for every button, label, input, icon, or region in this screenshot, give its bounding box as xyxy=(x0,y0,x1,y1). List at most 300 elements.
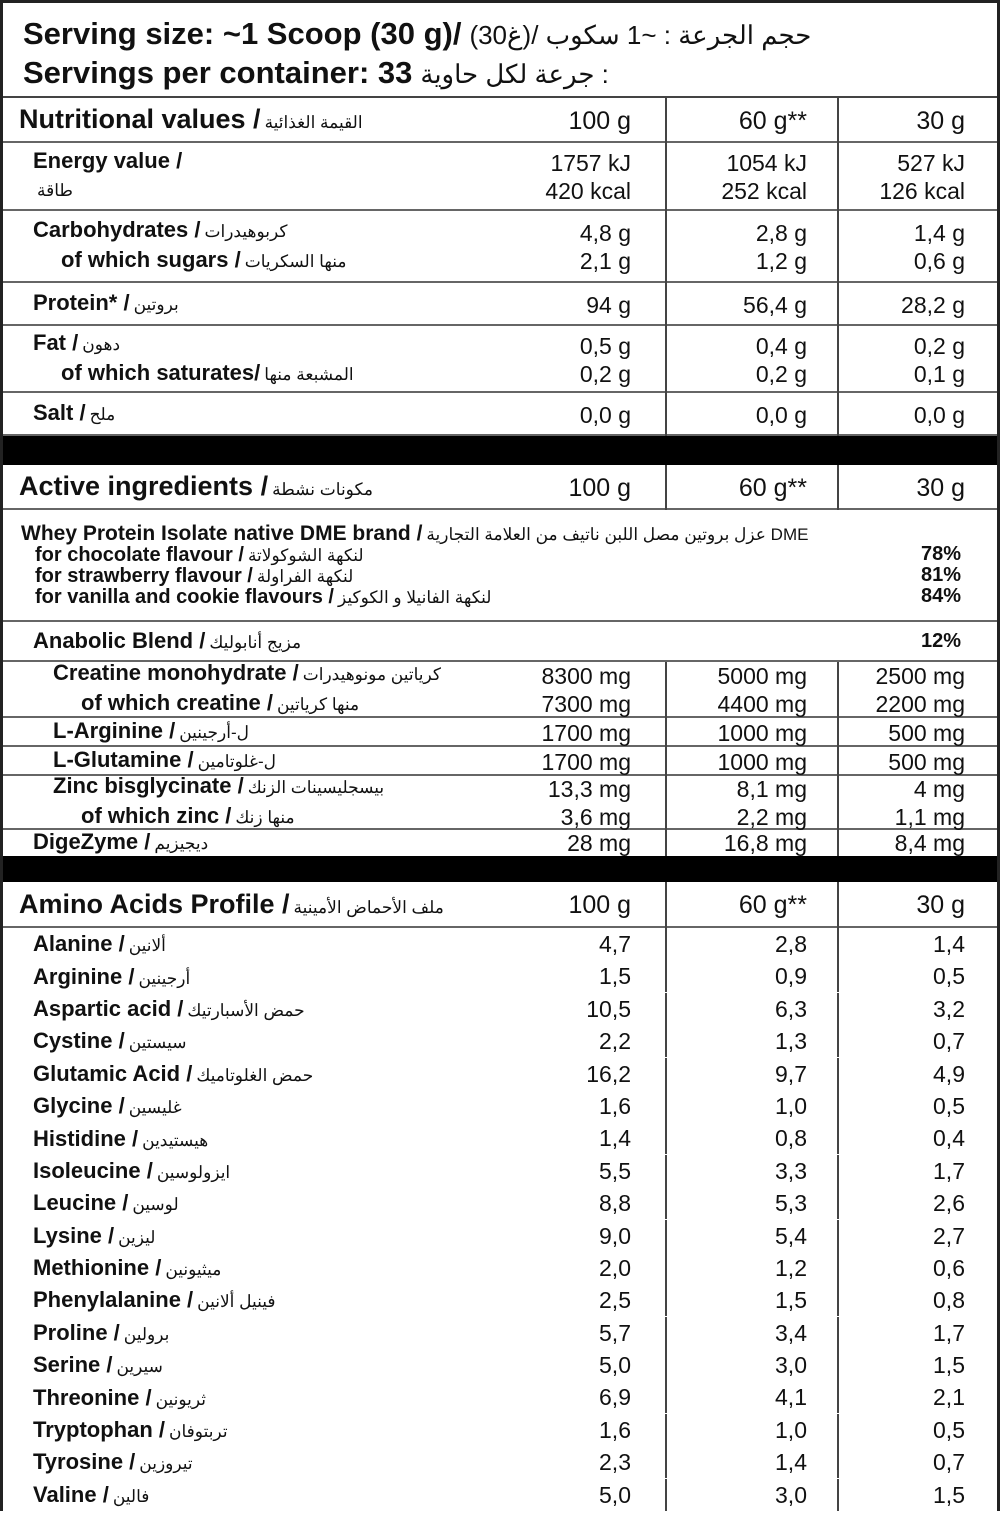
active-section xyxy=(3,465,997,856)
amino-name xyxy=(3,928,525,960)
amino-name xyxy=(3,1414,525,1446)
amino-row xyxy=(3,1381,997,1413)
label-ar: منها زنك xyxy=(235,808,295,827)
label-ar: طاقة xyxy=(37,181,73,200)
value: 126 kcal xyxy=(879,178,965,204)
label-line xyxy=(33,289,525,319)
row-col-1 xyxy=(525,211,665,283)
amino-col-1 xyxy=(525,1381,665,1413)
amino-ar: ايزولوسين xyxy=(156,1162,231,1182)
value: 0,7 xyxy=(933,1449,965,1476)
amino-row xyxy=(3,993,997,1025)
value: 5,7 xyxy=(599,1319,631,1346)
value: 8,8 xyxy=(599,1190,631,1217)
amino-en: Glutamic Acid / xyxy=(33,1060,193,1086)
value: 0,4 xyxy=(933,1125,965,1152)
amino-col-2 xyxy=(665,1414,837,1446)
amino-col-3 xyxy=(837,1025,997,1057)
label-en: Zinc bisglycinate / xyxy=(53,773,244,798)
value: 0,5 xyxy=(933,963,965,990)
value: 420 kcal xyxy=(545,178,631,204)
header-line xyxy=(19,889,525,920)
amino-col-2 xyxy=(665,1090,837,1122)
value: 1,4 xyxy=(933,931,965,957)
amino-row xyxy=(3,1122,997,1154)
amino-col-3 xyxy=(837,1446,997,1478)
header-title: Active ingredients / xyxy=(19,471,269,501)
amino-en: Threonine / xyxy=(33,1384,152,1410)
amino-col-3 xyxy=(837,1381,997,1413)
value: 8300 mg xyxy=(541,663,631,689)
row-col-3 xyxy=(837,830,997,856)
value: 1,1 mg xyxy=(894,804,965,830)
label-en: Salt / xyxy=(33,399,86,425)
value: 100 g xyxy=(568,473,631,502)
value: 3,0 xyxy=(775,1352,807,1379)
value: 5,3 xyxy=(775,1190,807,1217)
value: 2500 mg xyxy=(875,663,965,689)
amino-col-3 xyxy=(837,1122,997,1154)
value: 1,5 xyxy=(933,1481,965,1508)
amino-col-3 xyxy=(837,1187,997,1219)
amino-name xyxy=(3,1317,525,1349)
amino-ar: تيروزين xyxy=(139,1454,193,1474)
anabolic-ar: مزيج أنابوليك xyxy=(209,633,302,652)
amino-ar: تربتوفان xyxy=(169,1422,228,1442)
label-en: of which saturates/ xyxy=(61,359,261,385)
nutrition-row xyxy=(3,393,997,436)
row-col-2 xyxy=(665,747,837,776)
value: 94 g xyxy=(586,291,631,318)
active-row xyxy=(3,830,997,856)
amino-col-1 xyxy=(525,960,665,992)
value: 252 kcal xyxy=(721,178,807,204)
row-col-3 xyxy=(837,718,997,747)
value: 56,4 g xyxy=(743,291,807,318)
active-row xyxy=(3,773,997,830)
amino-ar: حمض الغلوتاميك xyxy=(196,1065,314,1085)
flavour-line xyxy=(21,566,857,587)
value: 5000 mg xyxy=(717,663,807,689)
amino-col-3 xyxy=(837,1090,997,1122)
value: 1,7 xyxy=(933,1319,965,1346)
amino-name xyxy=(3,1284,525,1316)
label-line xyxy=(53,659,525,689)
label-en: of which creatine / xyxy=(81,690,273,715)
whey-title-en: Whey Protein Isolate native DME brand / xyxy=(21,521,423,545)
value: 5,0 xyxy=(599,1481,631,1508)
value: 1,0 xyxy=(775,1416,807,1443)
value: 1054 kJ xyxy=(726,150,807,176)
amino-en: Tryptophan / xyxy=(33,1417,165,1443)
row-col-3 xyxy=(837,662,997,718)
row-label xyxy=(3,393,525,434)
amino-ar: أرجينين xyxy=(138,968,191,988)
amino-col-2 xyxy=(665,1187,837,1219)
header-col-3 xyxy=(837,98,997,143)
amino-line xyxy=(33,931,525,957)
value: 60 g** xyxy=(738,106,807,135)
amino-ar: حمض الأسبارتيك xyxy=(187,1000,305,1020)
row-col-1 xyxy=(525,143,665,211)
amino-ar: سيرين xyxy=(116,1357,163,1377)
amino-section xyxy=(3,882,997,1511)
amino-col-1 xyxy=(525,1122,665,1154)
amino-ar: هيستيدين xyxy=(142,1130,209,1150)
amino-row xyxy=(3,1025,997,1057)
label-ar: منها كرياتين xyxy=(276,695,360,714)
value: 60 g** xyxy=(738,473,807,502)
value: 0,2 g xyxy=(755,360,807,387)
amino-line xyxy=(33,1255,525,1281)
section-divider xyxy=(3,856,997,882)
row-col-3 xyxy=(837,283,997,326)
value: 1700 mg xyxy=(541,719,631,746)
amino-row xyxy=(3,1317,997,1349)
servings-per-container: Servings per container: 33 xyxy=(23,55,413,90)
row-col-2 xyxy=(665,776,837,830)
amino-col-3 xyxy=(837,1414,997,1446)
amino-col-2 xyxy=(665,1252,837,1284)
value: 30 g xyxy=(916,106,965,135)
amino-row xyxy=(3,1252,997,1284)
value: 2,1 xyxy=(933,1384,965,1411)
amino-name xyxy=(3,1122,525,1154)
flavour-ar: لنكهة الفراولة xyxy=(256,566,354,586)
whey-title-ar: عزل بروتين مصل اللبن ناتيف من العلامة التجارية DME xyxy=(426,524,809,544)
value: 3,6 mg xyxy=(560,804,631,830)
value: 30 g xyxy=(916,473,965,502)
amino-row xyxy=(3,1220,997,1252)
label-line xyxy=(33,329,525,359)
value: 9,0 xyxy=(599,1222,631,1249)
header-title-ar: القيمة الغذائية xyxy=(264,113,363,132)
amino-name xyxy=(3,1446,525,1478)
row-col-3 xyxy=(837,747,997,776)
amino-col-1 xyxy=(525,1317,665,1349)
amino-ar: ألانين xyxy=(128,936,166,956)
amino-col-3 xyxy=(837,1479,997,1511)
value: 2,8 xyxy=(775,931,807,957)
value: 13,3 mg xyxy=(547,776,631,802)
value: 6,3 xyxy=(775,995,807,1022)
value: 1,6 xyxy=(599,1416,631,1443)
amino-name xyxy=(3,1155,525,1187)
anabolic-line xyxy=(33,628,857,654)
row-col-1 xyxy=(525,776,665,830)
label-en: L-Arginine / xyxy=(53,717,176,743)
flavour-percent: 84% xyxy=(920,584,961,607)
value: 8,1 mg xyxy=(736,776,807,802)
amino-col-2 xyxy=(665,1058,837,1090)
row-col-1 xyxy=(525,283,665,326)
value: 0,9 xyxy=(775,963,807,990)
value: 4,1 xyxy=(775,1384,807,1411)
amino-col-3 xyxy=(837,1349,997,1381)
value: 9,7 xyxy=(775,1060,807,1087)
header-title-ar: مكونات نشطة xyxy=(272,480,373,499)
value: 0,8 xyxy=(933,1287,965,1314)
amino-col-3 xyxy=(837,1252,997,1284)
row-label xyxy=(3,747,525,774)
amino-col-1 xyxy=(525,1479,665,1511)
amino-en: Methionine / xyxy=(33,1255,162,1281)
header-col-2 xyxy=(665,465,837,510)
label-en: Fat / xyxy=(33,329,79,355)
amino-col-3 xyxy=(837,1155,997,1187)
label-ar: ل-أرجينين xyxy=(179,722,250,742)
amino-col-1 xyxy=(525,1252,665,1284)
amino-line xyxy=(33,1449,525,1475)
flavour-line xyxy=(21,587,857,608)
amino-col-3 xyxy=(837,1058,997,1090)
amino-ar: فينيل ألانين xyxy=(197,1292,276,1312)
amino-row xyxy=(3,1058,997,1090)
row-col-2 xyxy=(665,830,837,856)
amino-col-1 xyxy=(525,1284,665,1316)
value: 5,5 xyxy=(599,1157,631,1184)
amino-en: Alanine / xyxy=(33,931,125,957)
label-ar: كربوهيدرات xyxy=(204,222,288,241)
value: 0,0 g xyxy=(913,401,965,428)
value: 30 g xyxy=(916,891,965,919)
label-line xyxy=(33,147,525,175)
value: 1,5 xyxy=(775,1287,807,1314)
label-line xyxy=(33,399,525,429)
amino-col-1 xyxy=(525,1349,665,1381)
amino-col-2 xyxy=(665,993,837,1025)
label-line xyxy=(53,772,525,802)
value: 5,4 xyxy=(775,1222,807,1249)
value: 10,5 xyxy=(586,995,631,1022)
value: 3,4 xyxy=(775,1319,807,1346)
value: 3,2 xyxy=(933,995,965,1022)
amino-col-2 xyxy=(665,1349,837,1381)
header-col-1 xyxy=(525,98,665,143)
amino-name xyxy=(3,1187,525,1219)
amino-en: Isoleucine / xyxy=(33,1157,153,1183)
amino-col-1 xyxy=(525,1155,665,1187)
amino-en: Proline / xyxy=(33,1319,120,1345)
flavour-percent: 78% xyxy=(920,542,961,565)
header-col-3 xyxy=(837,465,997,510)
row-label xyxy=(3,283,525,324)
amino-col-2 xyxy=(665,1381,837,1413)
nutrition-section xyxy=(3,98,997,436)
active-row xyxy=(3,718,997,747)
row-col-2 xyxy=(665,326,837,393)
row-label xyxy=(3,211,525,281)
row-col-2 xyxy=(665,393,837,436)
amino-en: Tyrosine / xyxy=(33,1449,136,1475)
value: 2,3 xyxy=(599,1449,631,1476)
value: 0,5 g xyxy=(579,332,631,359)
amino-row xyxy=(3,1187,997,1219)
amino-line xyxy=(33,996,525,1022)
value: 8,4 mg xyxy=(894,830,965,856)
value: 0,2 g xyxy=(913,332,965,359)
row-col-2 xyxy=(665,718,837,747)
amino-col-2 xyxy=(665,928,837,960)
value: 1,6 xyxy=(599,1092,631,1119)
amino-ar: ميثيونين xyxy=(165,1260,222,1280)
value: 2,5 xyxy=(599,1287,631,1314)
amino-line xyxy=(33,1482,525,1508)
amino-col-3 xyxy=(837,1284,997,1316)
amino-ar: لوسين xyxy=(132,1195,179,1215)
amino-col-2 xyxy=(665,1220,837,1252)
row-label xyxy=(3,830,525,856)
row-label xyxy=(3,143,525,209)
whey-row xyxy=(3,510,997,622)
serving-size: Serving size: ~1 Scoop (30 g)/ xyxy=(23,16,462,51)
value: 100 g xyxy=(568,106,631,135)
value: 0,6 g xyxy=(913,248,965,274)
header-label xyxy=(3,98,525,141)
row-col-2 xyxy=(665,211,837,283)
value: 527 kJ xyxy=(897,150,965,176)
label-en: Carbohydrates / xyxy=(33,217,201,242)
flavour-en: for strawberry flavour / xyxy=(35,564,253,587)
value: 4 mg xyxy=(913,776,965,802)
label-en: of which sugars / xyxy=(61,247,241,272)
nutrition-header xyxy=(3,98,997,143)
amino-ar: ليزين xyxy=(118,1227,156,1247)
amino-name xyxy=(3,1252,525,1284)
amino-name xyxy=(3,1090,525,1122)
amino-name xyxy=(3,1349,525,1381)
amino-header xyxy=(3,882,997,928)
row-col-3 xyxy=(837,211,997,283)
header-title: Amino Acids Profile / xyxy=(19,888,290,919)
active-row xyxy=(3,662,997,718)
value: 0,5 xyxy=(933,1092,965,1119)
amino-ar: فالين xyxy=(112,1486,150,1506)
amino-line xyxy=(33,1352,525,1378)
amino-name xyxy=(3,960,525,992)
value: 3,0 xyxy=(775,1481,807,1508)
amino-ar: برولين xyxy=(123,1324,170,1344)
label-ar: ديجيزيم xyxy=(154,834,209,853)
value: 0,0 g xyxy=(755,401,807,428)
section-divider xyxy=(3,436,997,465)
flavour-en: for vanilla and cookie flavours / xyxy=(35,585,334,608)
value: 0,1 g xyxy=(913,360,965,387)
amino-col-2 xyxy=(665,1155,837,1187)
value: 4,8 g xyxy=(579,220,631,246)
anabolic-label xyxy=(3,622,857,660)
value: 0,0 g xyxy=(579,401,631,428)
row-label xyxy=(3,773,525,828)
amino-en: Cystine / xyxy=(33,1028,125,1054)
amino-line xyxy=(33,1320,525,1346)
value: 28 mg xyxy=(567,830,631,856)
value: 2,2 mg xyxy=(736,804,807,830)
amino-col-2 xyxy=(665,960,837,992)
amino-ar: ثريونين xyxy=(155,1389,206,1409)
value: 60 g** xyxy=(738,891,807,919)
value: 1000 mg xyxy=(717,719,807,746)
amino-en: Leucine / xyxy=(33,1190,129,1216)
amino-col-1 xyxy=(525,928,665,960)
amino-name xyxy=(3,993,525,1025)
flavour-en: for chocolate flavour / xyxy=(35,543,244,566)
header-title-ar: ملف الأحماض الأمينية xyxy=(293,897,444,917)
row-col-1 xyxy=(525,662,665,718)
row-col-1 xyxy=(525,326,665,393)
row-col-3 xyxy=(837,776,997,830)
nutrition-row xyxy=(3,283,997,326)
row-label xyxy=(3,326,525,391)
value: 2,1 g xyxy=(579,248,631,274)
amino-line xyxy=(33,1417,525,1443)
label-line xyxy=(33,359,525,389)
amino-name xyxy=(3,1381,525,1413)
label-line xyxy=(53,746,525,776)
label-line xyxy=(33,828,525,858)
amino-line xyxy=(33,1287,525,1313)
amino-col-1 xyxy=(525,1446,665,1478)
amino-row xyxy=(3,960,997,992)
row-col-3 xyxy=(837,393,997,436)
label-ar: دهون xyxy=(82,334,121,354)
amino-name xyxy=(3,1479,525,1511)
nutrition-row xyxy=(3,143,997,211)
value: 1000 mg xyxy=(717,748,807,775)
amino-col-3 xyxy=(837,1220,997,1252)
amino-en: Serine / xyxy=(33,1352,113,1378)
label-en: Protein* / xyxy=(33,289,130,315)
amino-col-1 xyxy=(525,1220,665,1252)
amino-row xyxy=(3,1284,997,1316)
value: 1,2 g xyxy=(755,248,807,274)
label-ar: كرياتين مونوهيدرات xyxy=(302,665,441,684)
amino-name xyxy=(3,1220,525,1252)
label-ar: المشبعة منها xyxy=(264,364,354,384)
value: 1,4 xyxy=(775,1449,807,1476)
value: 1,4 g xyxy=(913,220,965,246)
label-en: Energy value / xyxy=(33,148,183,173)
amino-col-1 xyxy=(525,1187,665,1219)
label-line xyxy=(33,216,525,246)
label-ar: ملح xyxy=(89,404,116,424)
row-col-1 xyxy=(525,393,665,436)
value: 5,0 xyxy=(599,1352,631,1379)
value: 1757 kJ xyxy=(550,150,631,176)
serving-info xyxy=(3,3,997,98)
row-col-3 xyxy=(837,326,997,393)
value: 7300 mg xyxy=(541,691,631,717)
header-label xyxy=(3,882,525,926)
value: 1700 mg xyxy=(541,748,631,775)
amino-row xyxy=(3,1349,997,1381)
row-col-3 xyxy=(837,143,997,211)
amino-ar: سيستين xyxy=(128,1033,187,1053)
label-en: DigeZyme / xyxy=(33,829,151,854)
value: 4,9 xyxy=(933,1060,965,1087)
header-line xyxy=(19,471,525,502)
label-line xyxy=(53,689,525,719)
amino-row xyxy=(3,1090,997,1122)
amino-row xyxy=(3,1446,997,1478)
serving-size-ar: (30غ)/ حجم الجرعة : ~1 سكوب xyxy=(469,20,812,50)
value: 1,4 xyxy=(599,1125,631,1152)
amino-line xyxy=(33,1223,525,1249)
flavour-percent: 81% xyxy=(920,563,961,586)
amino-col-2 xyxy=(665,1317,837,1349)
amino-col-2 xyxy=(665,1284,837,1316)
value: 3,3 xyxy=(775,1157,807,1184)
